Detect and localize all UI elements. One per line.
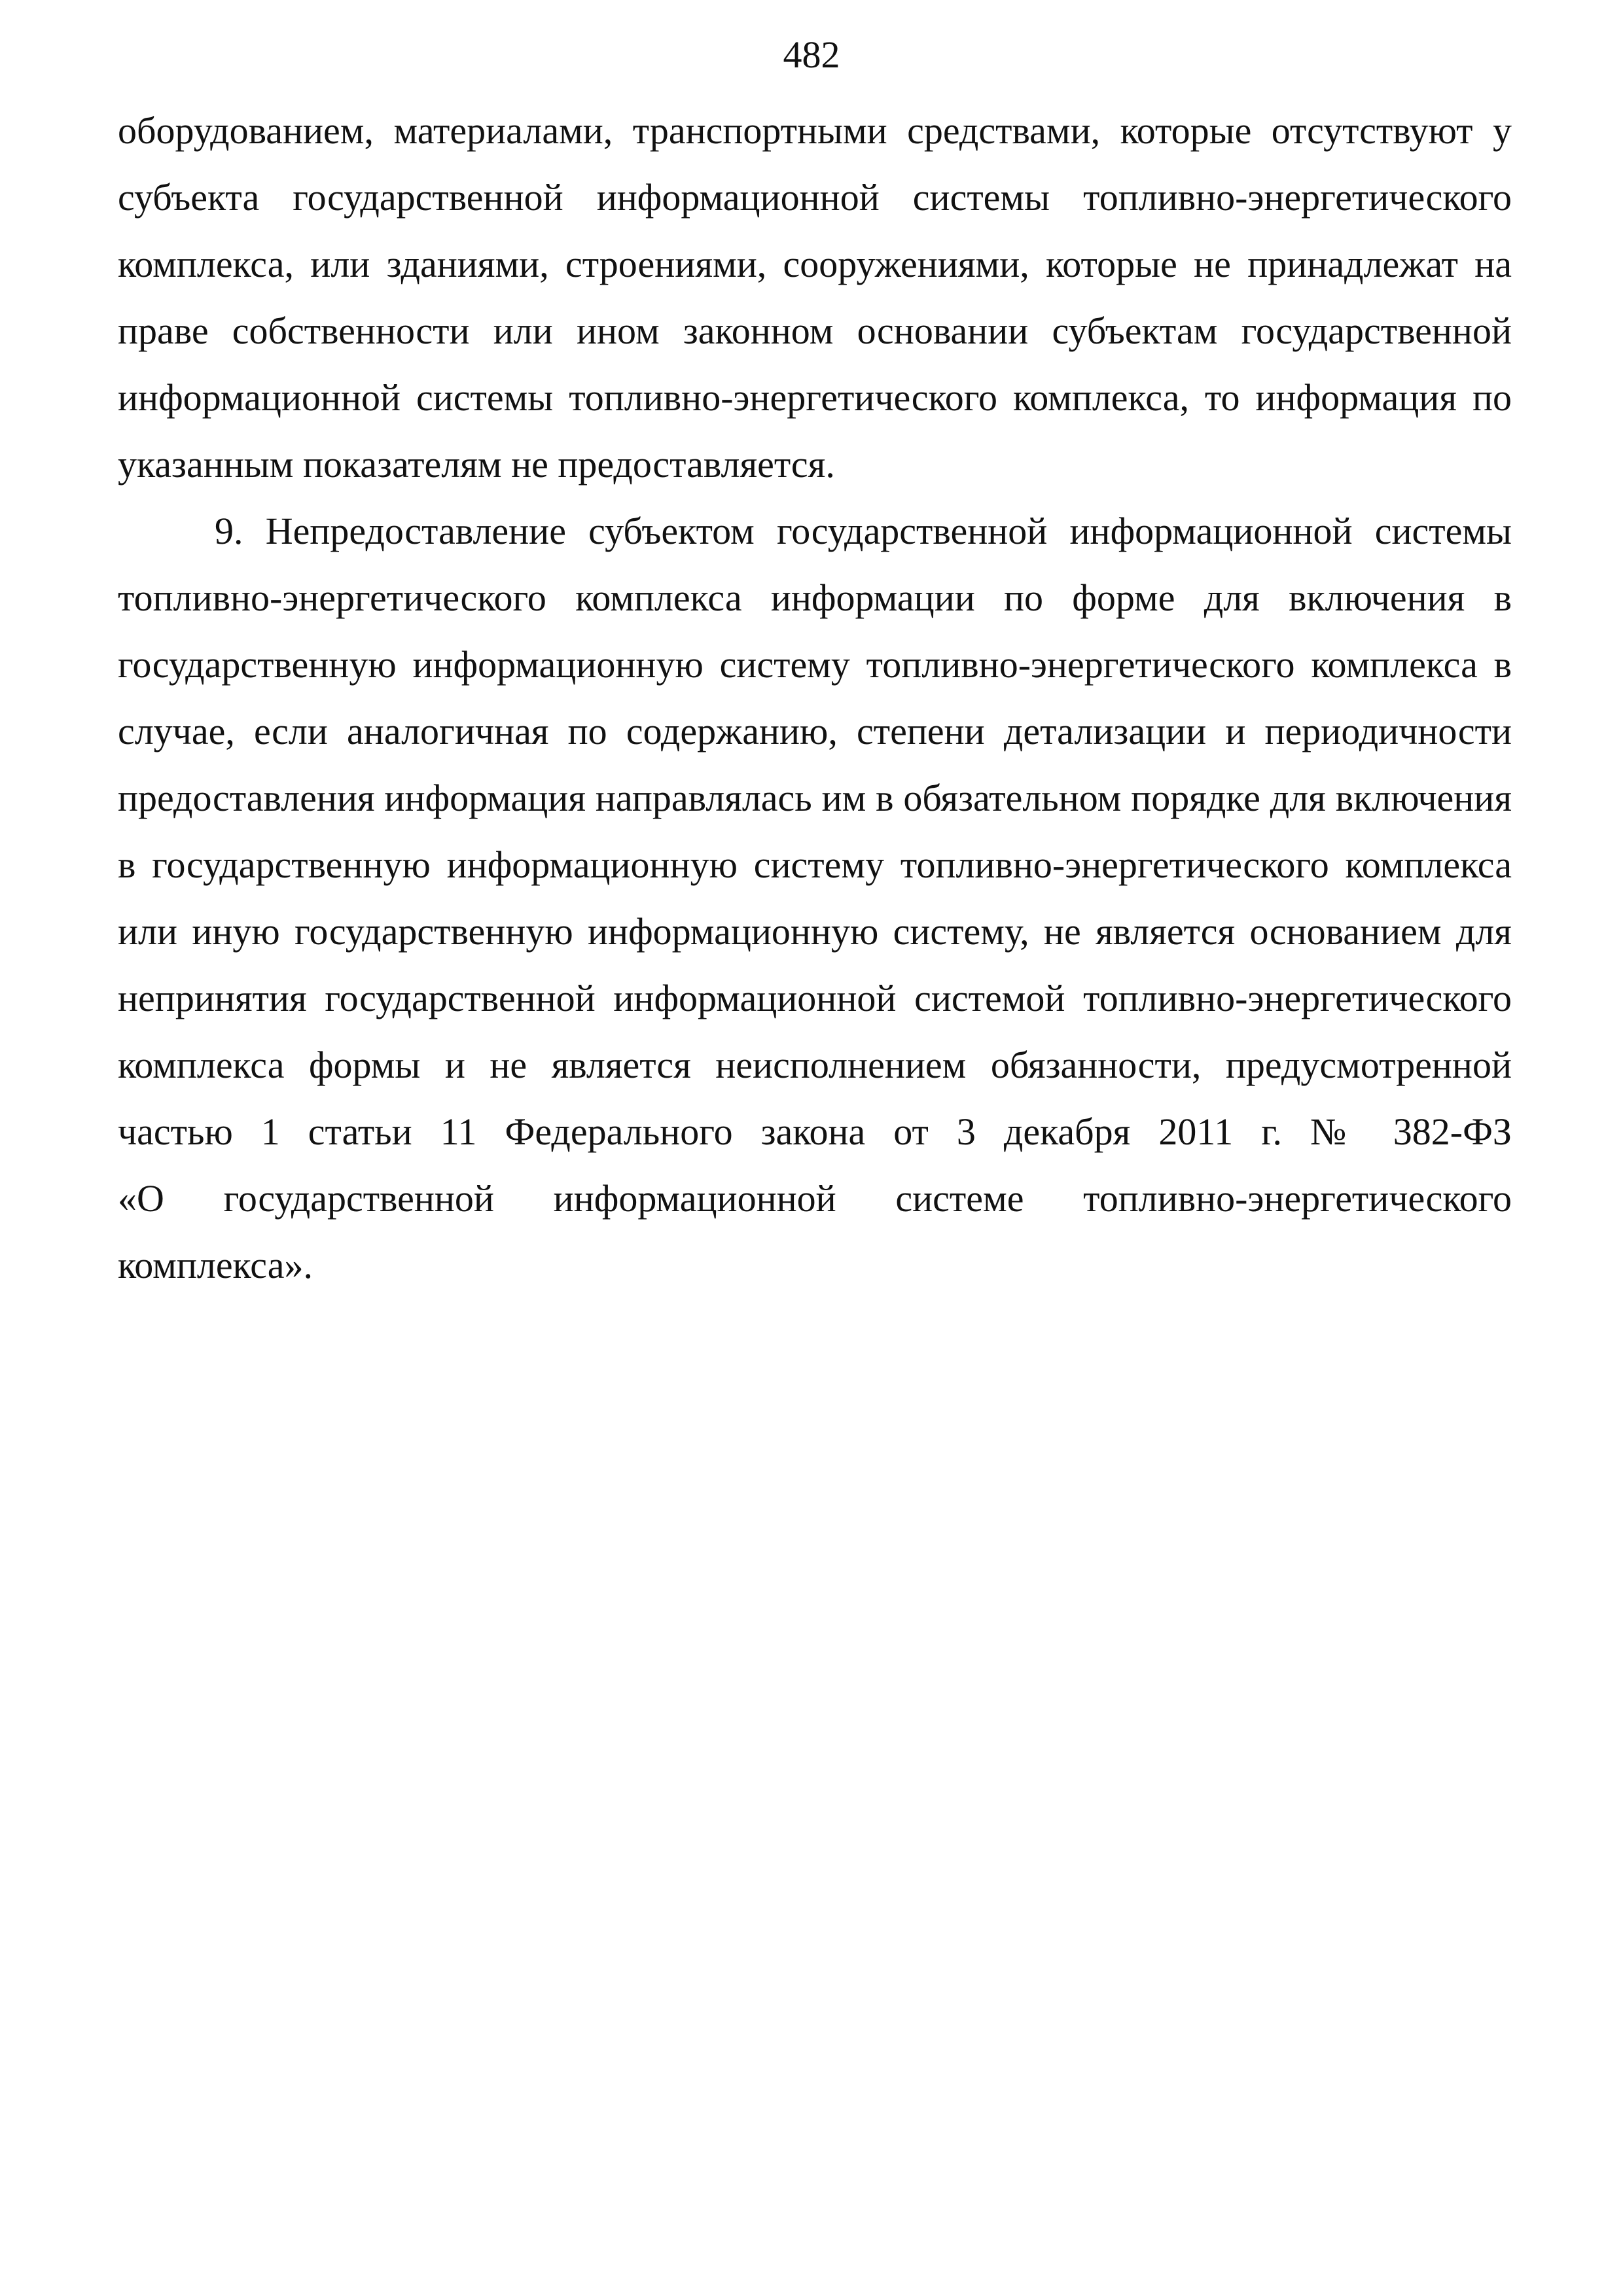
text-line: субъекта государственной информационной системы топливно-энергетического: [118, 176, 1512, 219]
text-line: случае, если аналогичная по содержанию, степени детализации и периодичности: [118, 710, 1512, 752]
text-line: праве собственности или ином законном основании субъектам государственной: [118, 309, 1512, 352]
text-line: непринятия государственной информационной системой топливно-энергетического: [118, 977, 1512, 1019]
text-line: частью 1 статьи 11 Федерального закона от 3 декабря 2011 г. № 382-ФЗ: [118, 1110, 1512, 1153]
page-number: 482: [783, 33, 840, 76]
text-line: оборудованием, материалами, транспортными средствами, которые отсутствуют у: [118, 109, 1512, 152]
text-line: государственную информационную систему топливно-энергетического комплекса в: [118, 643, 1512, 686]
text-line: в государственную информационную систему топливно-энергетического комплекса: [118, 843, 1512, 886]
text-line: предоставления информация направлялась им в обязательном порядке для включения: [118, 777, 1512, 819]
text-line: 9. Непредоставление субъектом государственной информационной системы: [215, 510, 1512, 552]
text-line: топливно-энергетического комплекса информации по форме для включения в: [118, 576, 1512, 619]
text-line: комплекса формы и не является неисполнением обязанности, предусмотренной: [118, 1044, 1512, 1086]
text-line: информационной системы топливно-энергетического комплекса, то информация по: [118, 376, 1512, 419]
text-line: «О государственной информационной системе топливно-энергетического: [118, 1177, 1512, 1220]
text-line: комплекса, или зданиями, строениями, сооружениями, которые не принадлежат на: [118, 243, 1512, 285]
text-line: указанным показателям не предоставляется.: [118, 443, 835, 486]
text-line: или иную государственную информационную систему, не является основанием для: [118, 910, 1512, 953]
text-line: комплекса».: [118, 1244, 313, 1286]
